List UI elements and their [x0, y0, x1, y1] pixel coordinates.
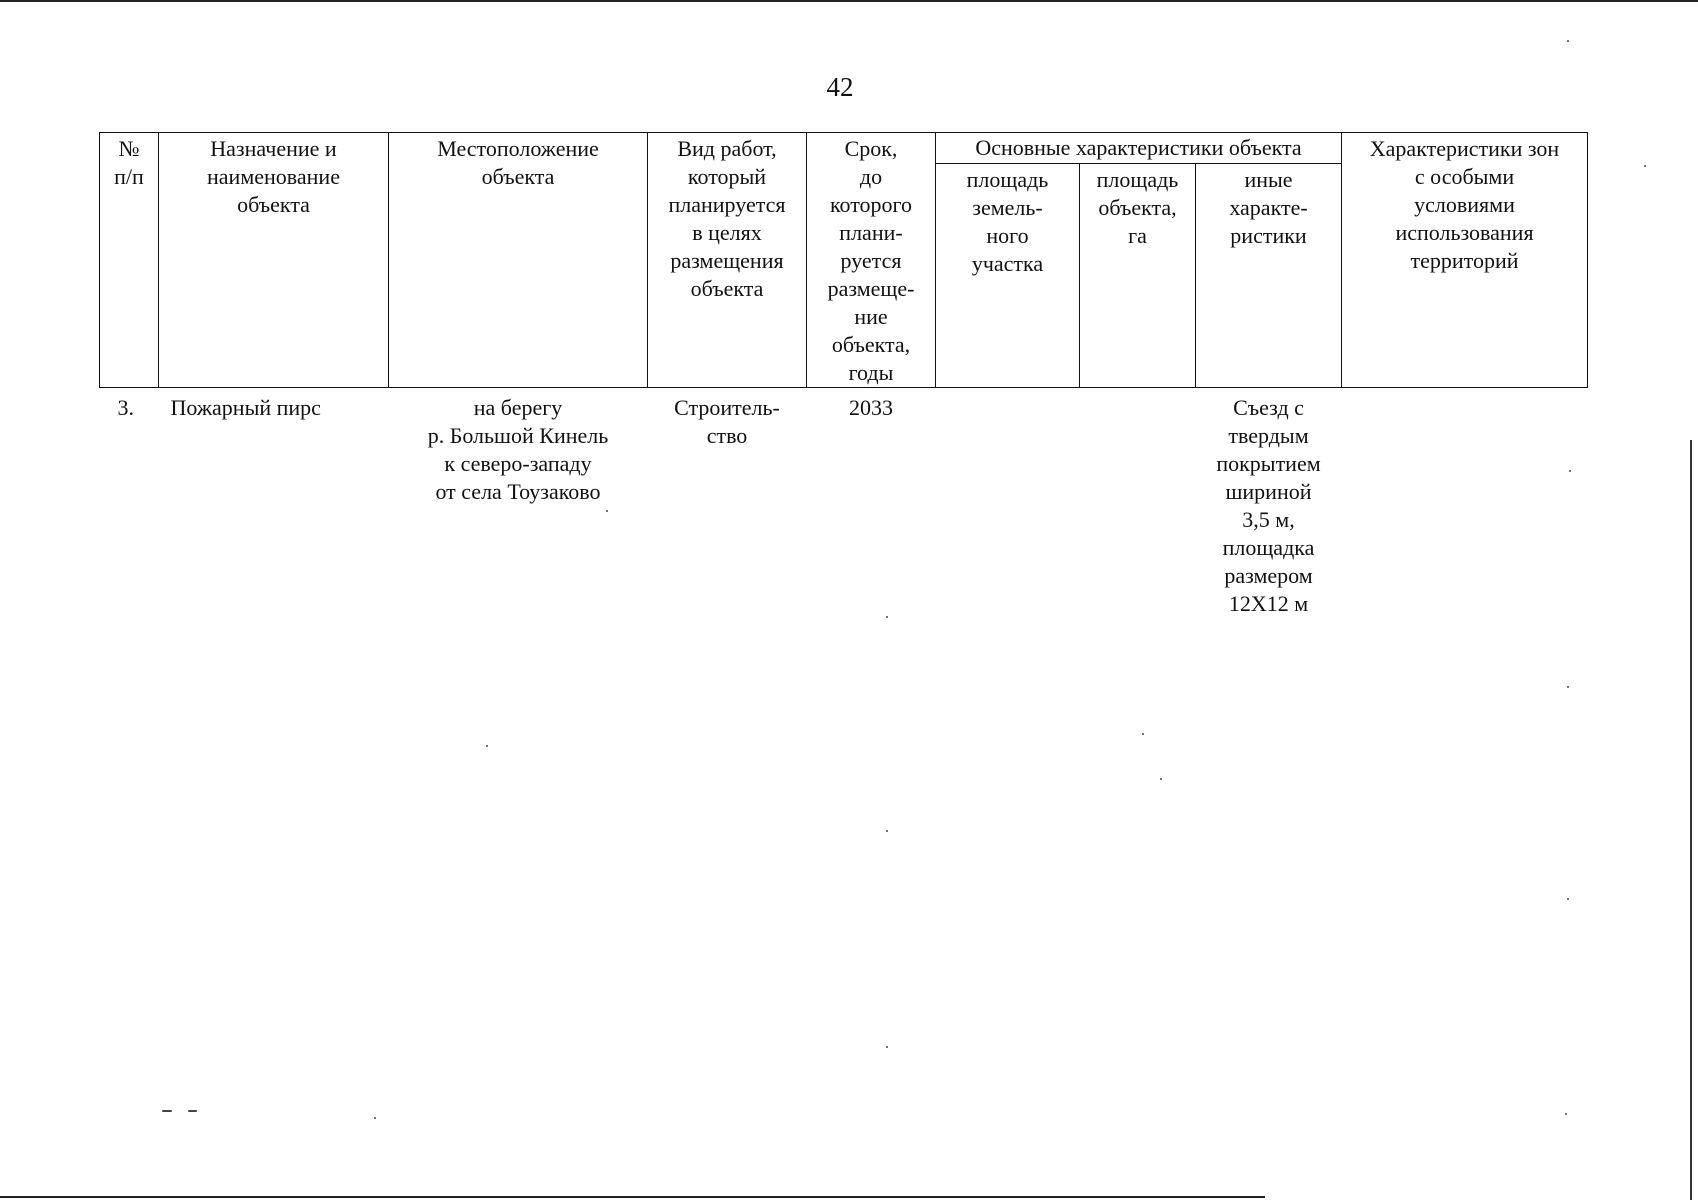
scan-speck: [886, 830, 888, 832]
scan-speck: [1567, 898, 1569, 900]
scan-speck: [374, 1117, 376, 1119]
scan-speck: [188, 1110, 197, 1112]
scan-edge-top: [0, 0, 1698, 2]
scan-edge-bottom: [0, 1196, 1265, 1198]
cell-name: Пожарный пирс: [170, 395, 321, 420]
scan-speck: [1567, 40, 1569, 42]
cell-deadline: 2033: [849, 395, 893, 420]
planned-objects-table: [99, 132, 1588, 618]
cell-number: 3.: [117, 395, 134, 420]
scan-speck: [162, 1110, 172, 1112]
scan-speck: [1565, 1113, 1567, 1115]
table-row: [100, 388, 1588, 619]
scan-edge-right: [1690, 440, 1692, 1200]
header-deadline: Срок, до которого плани- руется размеще- ние объекта, годы: [807, 133, 936, 388]
header-work-type: Вид работ, который планируется в целях размещения объекта: [648, 133, 807, 388]
cell-land-area: [936, 388, 1080, 619]
header-special-zones: Характеристики зон с особыми условиями использования территорий: [1342, 133, 1588, 388]
scan-speck: [1160, 778, 1162, 780]
scan-speck: [1567, 686, 1569, 688]
header-location: Местоположение объекта: [389, 133, 648, 388]
header-main-characteristics: Основные характеристики объекта: [936, 133, 1342, 164]
cell-location: на берегу р. Большой Кинель к северо-западу от села Тоузаково: [427, 395, 609, 504]
cell-other-characteristics: Съезд с твердым покрытием шириной 3,5 м, площадка размером 12Х12 м: [1216, 395, 1321, 616]
header-number: № п/п: [100, 133, 159, 388]
header-object-area: площадь объекта, га: [1080, 164, 1196, 388]
header-land-area: площадь земель- ного участка: [936, 164, 1080, 388]
cell-work-type: Строитель- ство: [674, 395, 780, 448]
scan-speck: [1142, 733, 1144, 735]
scan-speck: [1644, 165, 1646, 167]
cell-object-area: [1080, 388, 1196, 619]
scan-speck: [886, 1046, 888, 1048]
header-other-characteristics: иные характе- ристики: [1196, 164, 1342, 388]
cell-special-zones: [1342, 388, 1588, 619]
header-name: Назначение и наименование объекта: [159, 133, 389, 388]
page-number: 42: [826, 72, 854, 102]
scan-speck: [486, 745, 488, 747]
